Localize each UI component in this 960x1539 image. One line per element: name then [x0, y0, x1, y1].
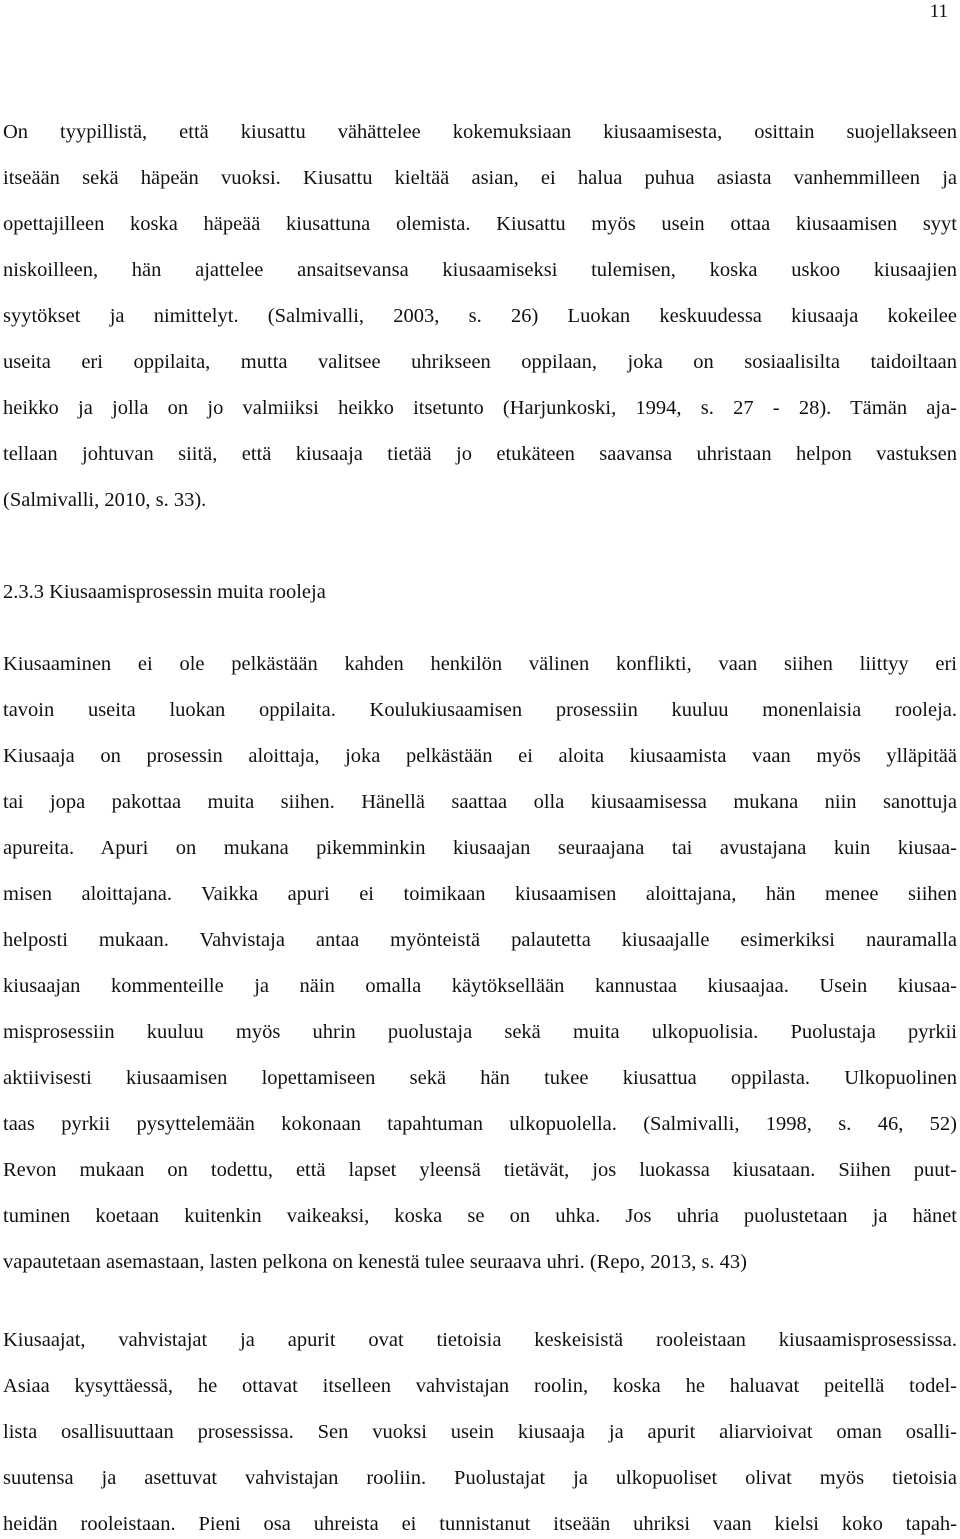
text-line: useita eri oppilaita, mutta valitsee uhrikseen oppilaan, joka on sosiaalisilta taidoiltaan	[3, 351, 957, 373]
text-line: On tyypillistä, että kiusattu vähättelee kokemuksiaan kiusaamisesta, osittain suojellakseen	[3, 121, 957, 143]
text-line: vapautetaan asemastaan, lasten pelkona on kenestä tulee seuraava uhri. (Repo, 2013, s. 43)	[3, 1251, 747, 1273]
text-line: heikko ja jolla on jo valmiiksi heikko itsetunto (Harjunkoski, 1994, s. 27 - 28). Tämän aja-	[3, 397, 957, 419]
text-line: Asiaa kysyttäessä, he ottavat itselleen vahvistajan roolin, koska he haluavat peitellä todel-	[3, 1375, 957, 1397]
text-line: Revon mukaan on todettu, että lapset yleensä tietävät, jos luokassa kiusataan. Siihen puut-	[3, 1159, 957, 1181]
text-line: syytökset ja nimittelyt. (Salmivalli, 2003, s. 26) Luokan keskuudessa kiusaaja kokeilee	[3, 305, 957, 327]
text-line: Kiusaaja on prosessin aloittaja, joka pelkästään ei aloita kiusaamista vaan myös ylläpitää	[3, 745, 957, 767]
text-line: itseään sekä häpeän vuoksi. Kiusattu kieltää asian, ei halua puhua asiasta vanhemmilleen ja	[3, 167, 957, 189]
page-number: 11	[929, 1, 948, 22]
text-line: Kiusaajat, vahvistajat ja apurit ovat tietoisia keskeisistä rooleistaan kiusaamisprosessissa.	[3, 1329, 957, 1351]
text-line: tellaan johtuvan siitä, että kiusaaja tietää jo etukäteen saavansa uhristaan helpon vastuksen	[3, 443, 957, 465]
text-line: tavoin useita luokan oppilaita. Koulukiusaamisen prosessiin kuuluu monenlaisia rooleja.	[3, 699, 957, 721]
text-line: tai jopa pakottaa muita siihen. Hänellä saattaa olla kiusaamisessa mukana niin sanottuja	[3, 791, 957, 813]
text-line: misen aloittajana. Vaikka apuri ei toimikaan kiusaamisen aloittajana, hän menee siihen	[3, 883, 957, 905]
heading-text: 2.3.3 Kiusaamisprosessin muita rooleja	[3, 581, 326, 603]
text-line: apureita. Apuri on mukana pikemminkin kiusaajan seuraajana tai avustajana kuin kiusaa-	[3, 837, 957, 859]
text-line: misprosessiin kuuluu myös uhrin puolustaja sekä muita ulkopuolisia. Puolustaja pyrkii	[3, 1021, 957, 1043]
text-line: (Salmivalli, 2010, s. 33).	[3, 489, 207, 511]
text-line: tuminen koetaan kuitenkin vaikeaksi, koska se on uhka. Jos uhria puolustetaan ja hänet	[3, 1205, 957, 1227]
text-line: Kiusaaminen ei ole pelkästään kahden henkilön välinen konflikti, vaan siihen liittyy eri	[3, 653, 957, 675]
text-line: lista osallisuuttaan prosessissa. Sen vuoksi usein kiusaaja ja apurit aliarvioivat oman osalli-	[3, 1421, 957, 1443]
text-line: helposti mukaan. Vahvistaja antaa myönteistä palautetta kiusaajalle esimerkiksi nauramalla	[3, 929, 957, 951]
text-line: kiusaajan kommenteille ja näin omalla käytöksellään kannustaa kiusaajaa. Usein kiusaa-	[3, 975, 957, 997]
text-line: niskoilleen, hän ajattelee ansaitsevansa kiusaamiseksi tulemisen, koska uskoo kiusaajien	[3, 259, 957, 281]
text-line: taas pyrkii pysyttelemään kokonaan tapahtuman ulkopuolella. (Salmivalli, 1998, s. 46, 52)	[3, 1113, 957, 1135]
text-line: suutensa ja asettuvat vahvistajan rooliin. Puolustajat ja ulkopuoliset olivat myös tietoisia	[3, 1467, 957, 1489]
text-line: aktiivisesti kiusaamisen lopettamiseen sekä hän tukee kiusattua oppilasta. Ulkopuolinen	[3, 1067, 957, 1089]
text-line: opettajilleen koska häpeää kiusattuna olemista. Kiusattu myös usein ottaa kiusaamisen syyt	[3, 213, 957, 235]
text-line: heidän rooleistaan. Pieni osa uhreista ei tunnistanut itseään uhriksi vaan kielsi koko tapah-	[3, 1513, 957, 1535]
